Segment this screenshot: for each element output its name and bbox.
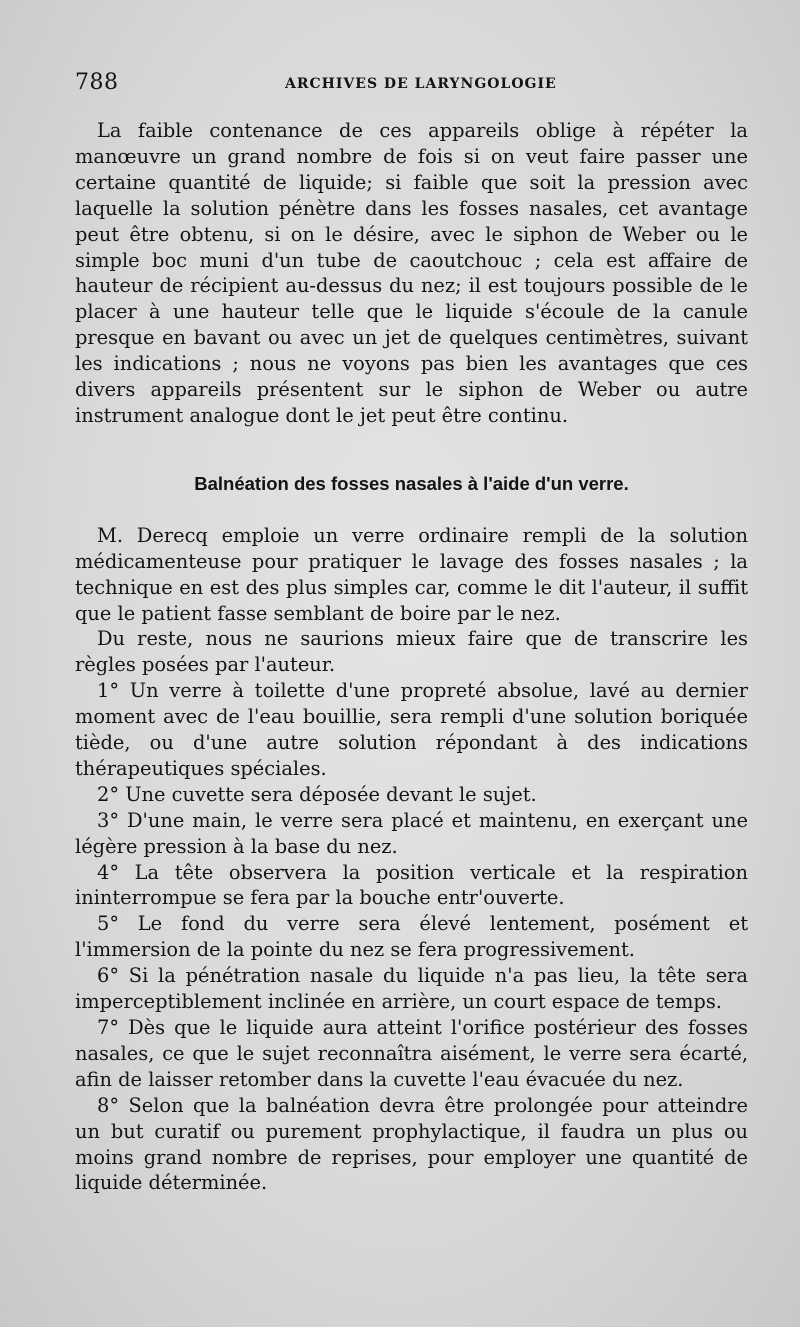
rule-6: 6° Si la pénétration nasale du liquide n'a pas lieu, la tête sera imperceptiblement inclinée en arrière, un court espace de temps.: [75, 964, 748, 1014]
section-title: Balnéation des fosses nasales à l'aide d'un verre.: [194, 472, 629, 494]
running-title: ARCHIVES DE LARYNGOLOGIE: [285, 76, 557, 92]
body-text: [75, 118, 748, 1196]
paragraph-3: Du reste, nous ne saurions mieux faire que de transcrire les règles posées par l'auteur.: [75, 627, 748, 677]
rule-3: 3° D'une main, le verre sera placé et maintenu, en exerçant une légère pression à la base du nez.: [75, 808, 748, 858]
paragraph-2: M. Derecq emploie un verre ordinaire rempli de la solution médicamenteuse pour pratiquer le lavage des fosses nasales ; la technique en est des plus simples car, comme le dit l'auteur, il suffit que le patient fasse semblant de boire par le nez.: [75, 523, 748, 625]
rule-5: 5° Le fond du verre sera élevé lentement, posément et l'immersion de la pointe du nez se fera progressivement.: [75, 912, 748, 962]
rule-7: 7° Dès que le liquide aura atteint l'orifice postérieur des fosses nasales, ce que le sujet reconnaîtra aisément, le verre sera écarté, afin de laisser retomber dans la cuvette l'eau évacuée du nez.: [75, 1016, 748, 1091]
rule-1: 1° Un verre à toilette d'une propreté absolue, lavé au dernier moment avec de l'eau bouillie, sera rempli d'une solution boriquée tiède, ou d'une autre solution répondant à des indications thérapeutiques spéciales.: [75, 679, 748, 780]
page-header: [75, 70, 755, 104]
rule-4: 4° La tête observera la position verticale et la respiration ininterrompue se fera par la bouche entr'ouverte.: [75, 860, 748, 910]
rule-8: 8° Selon que la balnéation devra être prolongée pour atteindre un but curatif ou purement prophylactique, il faudra un plus ou moins grand nombre de reprises, pour employer une quantité de liquide déterminée.: [75, 1093, 748, 1195]
paragraph-1: La faible contenance de ces appareils oblige à répéter la manœuvre un grand nombre de fois si on veut faire passer une certaine quantité de liquide; si faible que soit la pression avec laquelle la solution pénètre dans les fosses nasales, cet avantage peut être obtenu, si on le désire, avec le siphon de Weber ou le simple boc muni d'un tube de caoutchouc ; cela est affaire de hauteur de récipient au-dessus du nez; il est toujours possible de le placer à une hauteur telle que le liquide s'écoule de la canule presque en bavant ou avec un jet de quelques centimètres, suivant les indications ; nous ne voyons pas bien les avantages que ces divers appareils présentent sur le siphon de Weber ou autre instrument analogue dont le jet peut être continu.: [75, 119, 748, 427]
rule-2: 2° Une cuvette sera déposée devant le sujet.: [97, 782, 537, 806]
page-number: 788: [75, 70, 119, 95]
